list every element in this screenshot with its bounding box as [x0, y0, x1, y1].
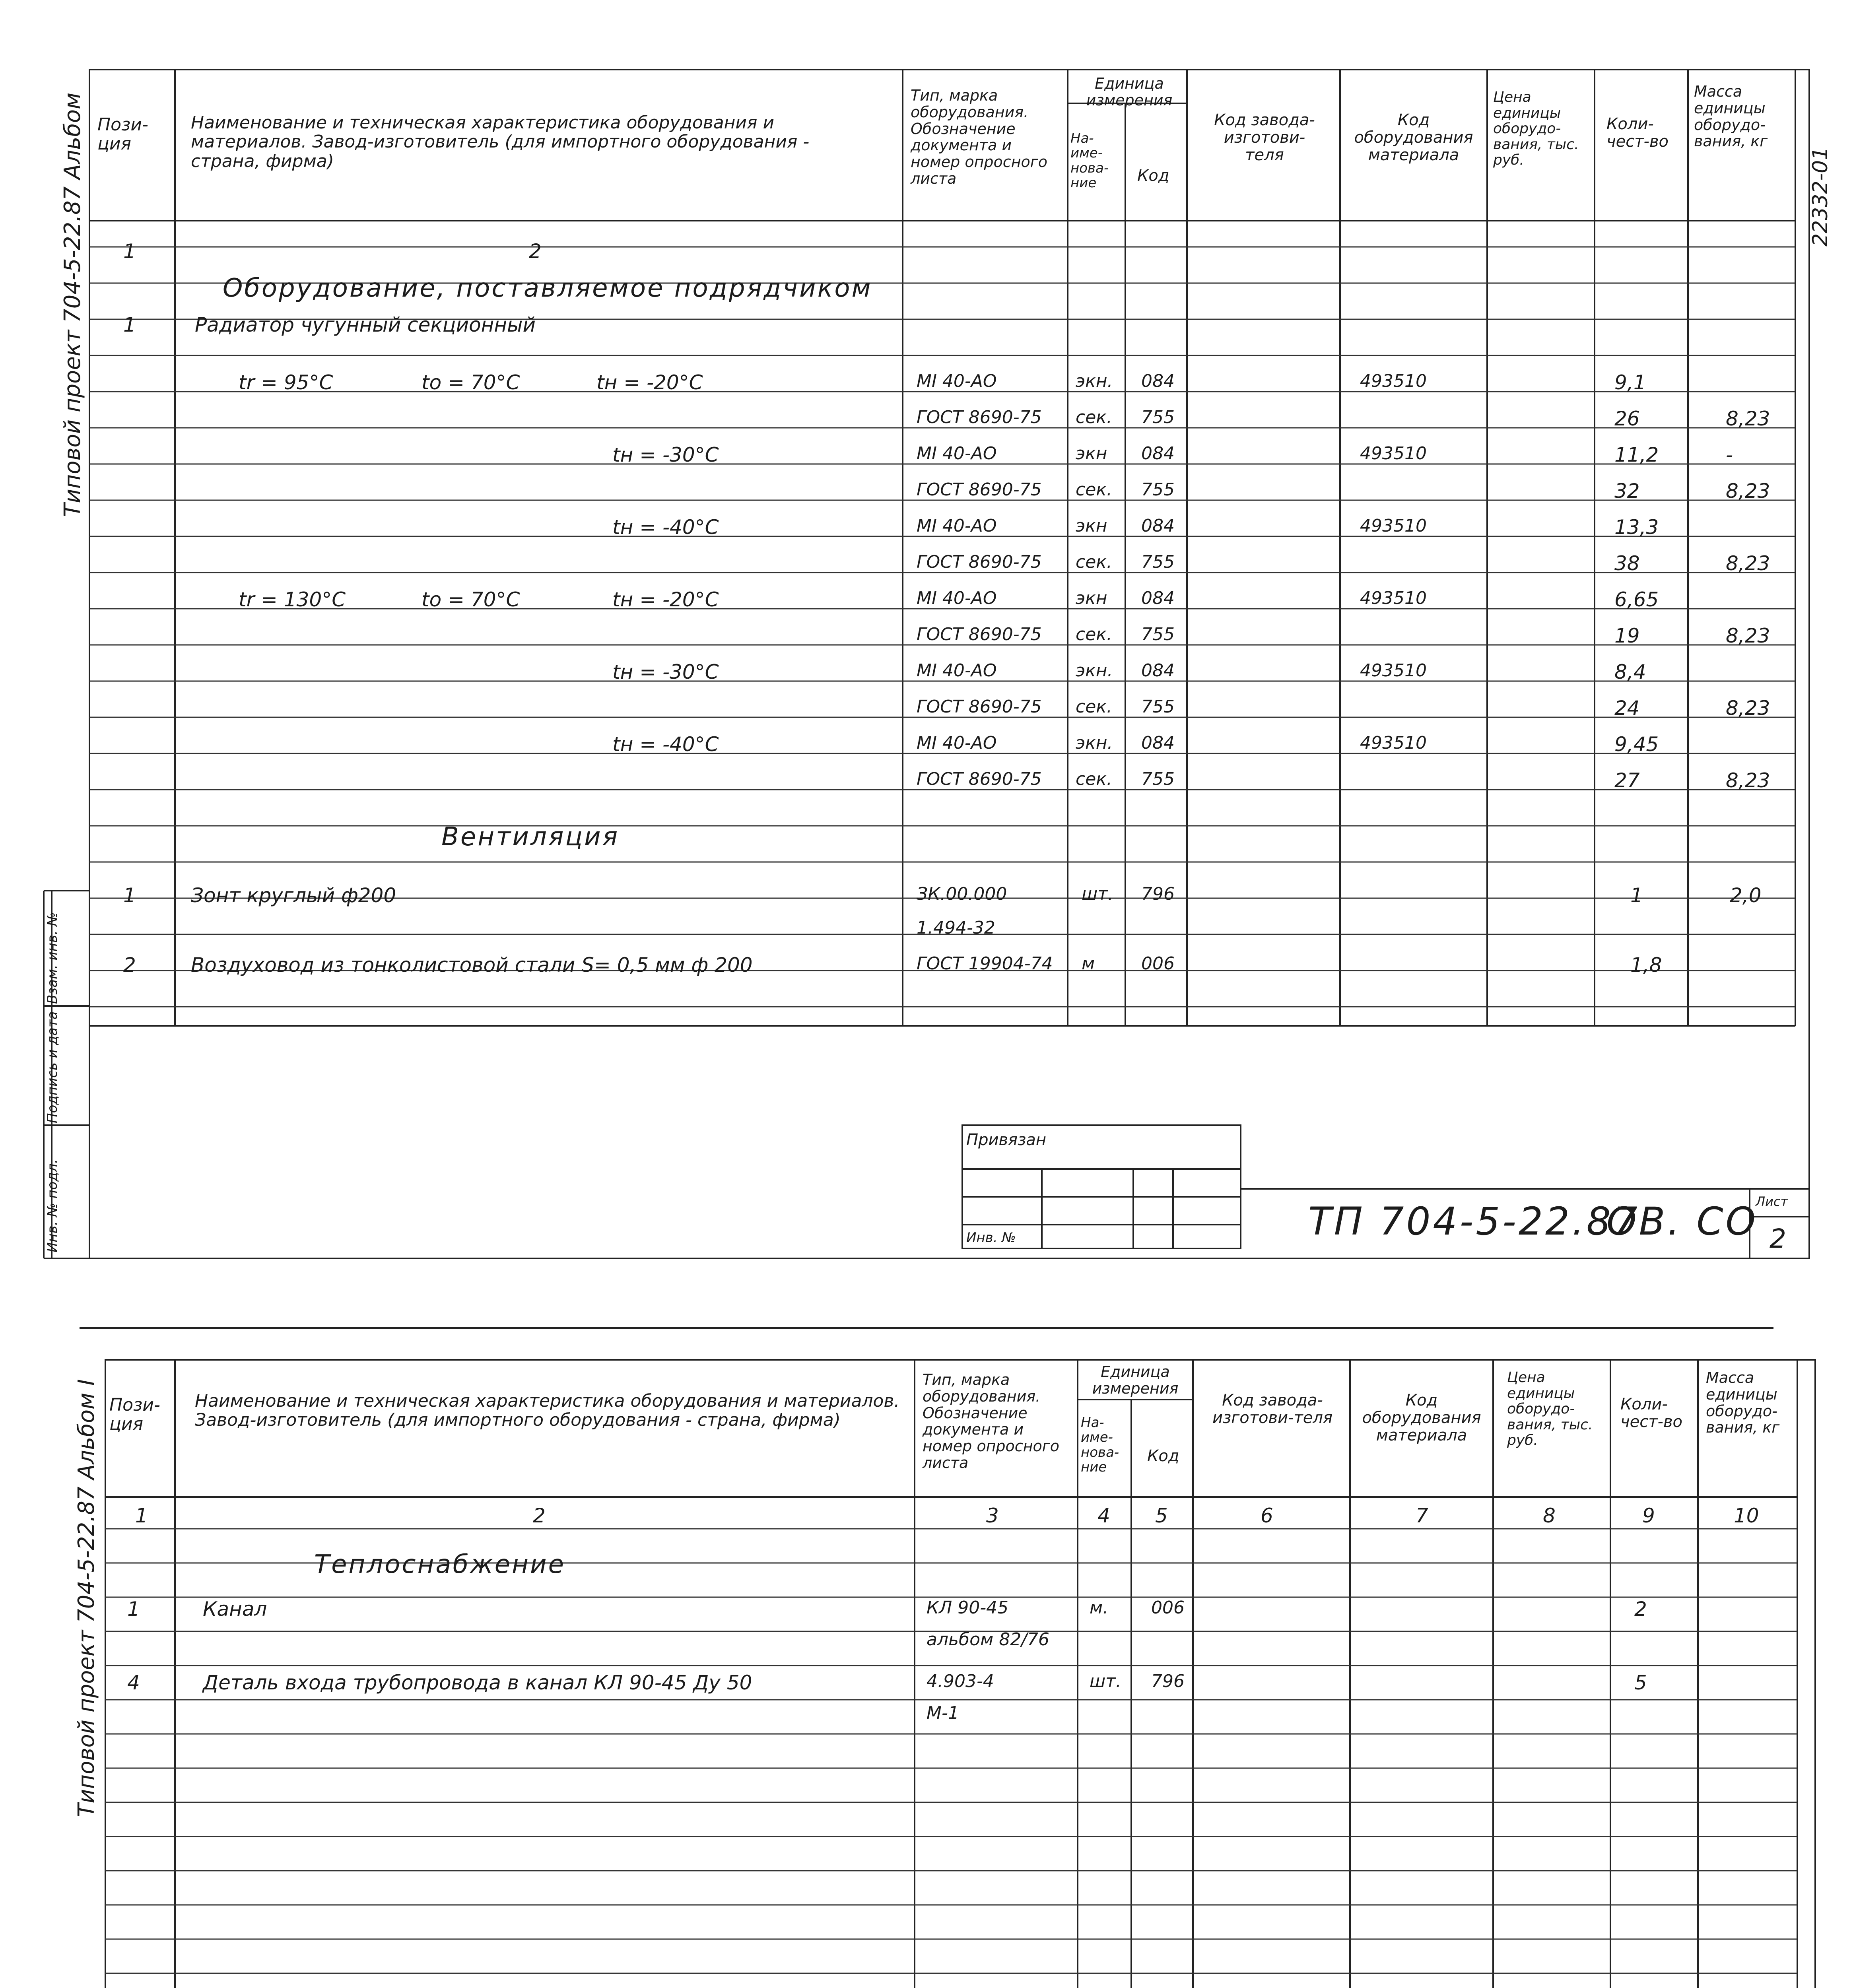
- hdr2-unit-name: На-име-нова-ние: [1081, 1415, 1119, 1475]
- hdr-pos: Пози- ция: [97, 115, 148, 154]
- row-type: 4.903-4: [927, 1671, 994, 1691]
- idx-2: 2: [529, 240, 542, 263]
- equip-code-cell: 493510: [1360, 516, 1427, 536]
- index-cell: 4: [1097, 1504, 1110, 1527]
- type-cell: МI 40-АО: [917, 443, 997, 464]
- type-cell: ГОСТ 8690-75: [917, 697, 1042, 717]
- row-type: альбом 82/76: [927, 1629, 1050, 1650]
- mass-cell: 8,23: [1726, 769, 1770, 792]
- vent-qty: 1: [1630, 884, 1643, 907]
- unit-cell: сек.: [1076, 407, 1112, 427]
- unit-cell: сек.: [1076, 769, 1112, 789]
- mass-cell: 8,23: [1726, 480, 1770, 503]
- mass-cell: 8,23: [1726, 624, 1770, 647]
- sheet-2: [0, 1316, 1855, 1988]
- qty-cell: 19: [1614, 624, 1640, 647]
- mass-cell: 8,23: [1726, 697, 1770, 720]
- hdr-name: Наименование и техническая характеристика оборудования и материалов. Завод-изготовитель (для импортного оборудования - страна, фирма): [191, 113, 810, 171]
- vent-pos: 1: [123, 884, 136, 907]
- section-contractor: Оборудование, поставляемое подрядчиком: [223, 274, 872, 303]
- row-code: 006: [1151, 1598, 1185, 1618]
- type-cell: ГОСТ 8690-75: [917, 769, 1042, 789]
- index-cell: 9: [1642, 1504, 1655, 1527]
- unit-cell: экн: [1076, 443, 1107, 464]
- hdr-price: Цена единицы оборудо-вания, тыс. руб.: [1493, 89, 1579, 169]
- code-cell: 084: [1141, 371, 1175, 391]
- left-label-3: Взам. инв. №: [45, 912, 60, 1004]
- unit-cell: экн.: [1076, 371, 1113, 391]
- qty-cell: 26: [1614, 407, 1640, 430]
- code-cell: 755: [1141, 697, 1175, 717]
- sheet-label: Лист: [1756, 1194, 1788, 1209]
- vent-code: 006: [1141, 953, 1175, 974]
- type-cell: МI 40-АО: [917, 588, 997, 608]
- vent-code: 796: [1141, 884, 1175, 904]
- equip-code-cell: 493510: [1360, 733, 1427, 753]
- row-pos: 1: [127, 1598, 140, 1621]
- hdr2-price: Цена единицы оборудо-вания, тыс. руб.: [1507, 1369, 1593, 1449]
- vent-unit: м: [1082, 953, 1095, 974]
- qty-cell: 8,4: [1614, 660, 1646, 683]
- hdr2-mass: Масса единицы оборудо-вания, кг: [1706, 1369, 1780, 1437]
- hdr2-type: Тип, марка оборудования. Обозначение документа и номер опросного листа: [923, 1371, 1060, 1472]
- mass-cell: -: [1726, 443, 1733, 466]
- row-qty: 5: [1634, 1671, 1647, 1694]
- hdr2-equip: Код оборудования материала: [1362, 1391, 1481, 1444]
- qty-cell: 38: [1614, 552, 1640, 575]
- cond-to: to = 70°C: [422, 588, 520, 611]
- unit-cell: экн: [1076, 588, 1107, 608]
- code-cell: 084: [1141, 443, 1175, 464]
- cond-tn: tн = -40°C: [612, 516, 719, 539]
- hdr-unit: Единица измерения: [1086, 75, 1173, 109]
- code-cell: 755: [1141, 552, 1175, 572]
- equip-code-cell: 493510: [1360, 588, 1427, 608]
- hdr2-name: Наименование и техническая характеристика оборудования и материалов. Завод-изготовитель (для импортного оборудования - страна, фирма): [195, 1391, 900, 1431]
- cond-tn: tн = -30°C: [612, 660, 719, 683]
- hdr2-pos: Пози- ция: [109, 1395, 160, 1435]
- qty-cell: 27: [1614, 769, 1640, 792]
- section-heat: Теплоснабжение: [314, 1550, 565, 1579]
- index-cell: 1: [135, 1504, 148, 1527]
- index-cell: 5: [1155, 1504, 1168, 1527]
- type-cell: МI 40-АО: [917, 660, 997, 681]
- hdr-plant: Код завода-изготови-теля: [1214, 111, 1315, 164]
- hdr2-plant: Код завода-изготови-теля: [1212, 1391, 1333, 1427]
- cond-tn: tн = -30°C: [612, 443, 719, 466]
- index-cell: 3: [986, 1504, 999, 1527]
- row-unit: шт.: [1090, 1671, 1121, 1691]
- index-cell: 6: [1261, 1504, 1273, 1527]
- qty-cell: 6,65: [1614, 588, 1659, 611]
- doc-mark: ОВ. СО: [1606, 1199, 1758, 1244]
- code-cell: 084: [1141, 660, 1175, 681]
- vent-unit: шт.: [1082, 884, 1113, 904]
- qty-cell: 9,45: [1614, 733, 1659, 756]
- hdr-mass: Масса единицы оборудо-вания, кг: [1694, 83, 1768, 150]
- vent-qty: 1,8: [1630, 953, 1662, 977]
- mass-cell: 8,23: [1726, 552, 1770, 575]
- equip-code-cell: 493510: [1360, 443, 1427, 464]
- equip-code-cell: 493510: [1360, 371, 1427, 391]
- pos-radiator: 1: [123, 313, 136, 336]
- hdr-qty: Коли-чест-во: [1606, 115, 1669, 151]
- index-cell: 8: [1543, 1504, 1556, 1527]
- index-cell: 10: [1734, 1504, 1759, 1527]
- cond-tn: tн = -20°C: [596, 371, 703, 394]
- sheet-number: 2: [1770, 1223, 1786, 1254]
- unit-cell: сек.: [1076, 552, 1112, 572]
- radiator-title: Радиатор чугунный секционный: [195, 313, 536, 336]
- row-type: М-1: [927, 1703, 959, 1723]
- qty-cell: 32: [1614, 480, 1640, 503]
- type-cell: МI 40-АО: [917, 516, 997, 536]
- cond-tr: tr = 130°C: [239, 588, 346, 611]
- type-cell: ГОСТ 8690-75: [917, 552, 1042, 572]
- index-cell: 7: [1416, 1504, 1428, 1527]
- qty-cell: 24: [1614, 697, 1640, 720]
- index-cell: 2: [533, 1504, 546, 1527]
- code-cell: 084: [1141, 516, 1175, 536]
- qty-cell: 11,2: [1614, 443, 1659, 466]
- row-name: Канал: [203, 1598, 267, 1621]
- side-title: Типовой проект 704-5-22.87 Альбом: [60, 92, 85, 517]
- type-cell: МI 40-АО: [917, 371, 997, 391]
- side-title-2: Типовой проект 704-5-22.87 Альбом I: [74, 1379, 99, 1817]
- unit-cell: экн.: [1076, 733, 1113, 753]
- row-qty: 2: [1634, 1598, 1647, 1621]
- row-pos: 4: [127, 1671, 140, 1694]
- code-cell: 755: [1141, 480, 1175, 500]
- qty-cell: 9,1: [1614, 371, 1646, 394]
- type-cell: ГОСТ 8690-75: [917, 624, 1042, 645]
- code-cell: 755: [1141, 624, 1175, 645]
- stamp-label: Привязан: [966, 1131, 1047, 1149]
- unit-cell: экн.: [1076, 660, 1113, 681]
- code-cell: 755: [1141, 407, 1175, 427]
- equip-code-cell: 493510: [1360, 660, 1427, 681]
- hdr-equip: Код оборудования материала: [1354, 111, 1473, 164]
- vent-type: ГОСТ 19904-74: [917, 953, 1053, 974]
- section-ventilation: Вентиляция: [441, 822, 620, 852]
- hdr2-qty: Коли-чест-во: [1620, 1395, 1683, 1431]
- doc-code: ТП 704-5-22.87: [1308, 1199, 1640, 1244]
- left-label-2: Подпись и дата: [45, 1011, 60, 1123]
- unit-cell: экн: [1076, 516, 1107, 536]
- vent-pos: 2: [123, 953, 136, 977]
- type-cell: МI 40-АО: [917, 733, 997, 753]
- vent-type: ЗК.00.000: [917, 884, 1007, 904]
- cond-tn: tн = -20°C: [612, 588, 719, 611]
- vent-mass: 2,0: [1730, 884, 1762, 907]
- hdr-unit-name: На-име-нова-ние: [1070, 130, 1109, 191]
- code-cell: 084: [1141, 588, 1175, 608]
- hdr2-unit: Единица измерения: [1092, 1363, 1179, 1397]
- row-code: 796: [1151, 1671, 1185, 1691]
- inv-label: Инв. №: [966, 1230, 1016, 1246]
- mass-cell: 8,23: [1726, 407, 1770, 430]
- type-cell: ГОСТ 8690-75: [917, 480, 1042, 500]
- unit-cell: сек.: [1076, 480, 1112, 500]
- unit-cell: сек.: [1076, 624, 1112, 645]
- row-name: Деталь входа трубопровода в канал КЛ 90-45 Ду 50: [203, 1671, 752, 1694]
- unit-cell: сек.: [1076, 697, 1112, 717]
- cond-to: to = 70°C: [422, 371, 520, 394]
- cond-tn: tн = -40°C: [612, 733, 719, 756]
- right-code: 22332-01: [1808, 147, 1832, 247]
- hdr-type: Тип, марка оборудования. Обозначение документа и номер опросного листа: [911, 87, 1048, 187]
- qty-cell: 13,3: [1614, 516, 1659, 539]
- hdr-unit-code: Код: [1137, 167, 1169, 185]
- row-unit: м.: [1090, 1598, 1109, 1618]
- row-type: КЛ 90-45: [927, 1598, 1009, 1618]
- vent-name: Зонт круглый ф200: [191, 884, 396, 907]
- hdr2-unit-code: Код: [1147, 1447, 1179, 1465]
- type-cell: ГОСТ 8690-75: [917, 407, 1042, 427]
- vent-type: 1.494-32: [917, 918, 995, 938]
- vent-name: Воздуховод из тонколистовой стали S= 0,5 мм ф 200: [191, 953, 753, 977]
- left-label-1: Инв. № подл.: [45, 1159, 60, 1252]
- idx-1: 1: [123, 240, 136, 263]
- code-cell: 755: [1141, 769, 1175, 789]
- code-cell: 084: [1141, 733, 1175, 753]
- cond-tr: tr = 95°C: [239, 371, 333, 394]
